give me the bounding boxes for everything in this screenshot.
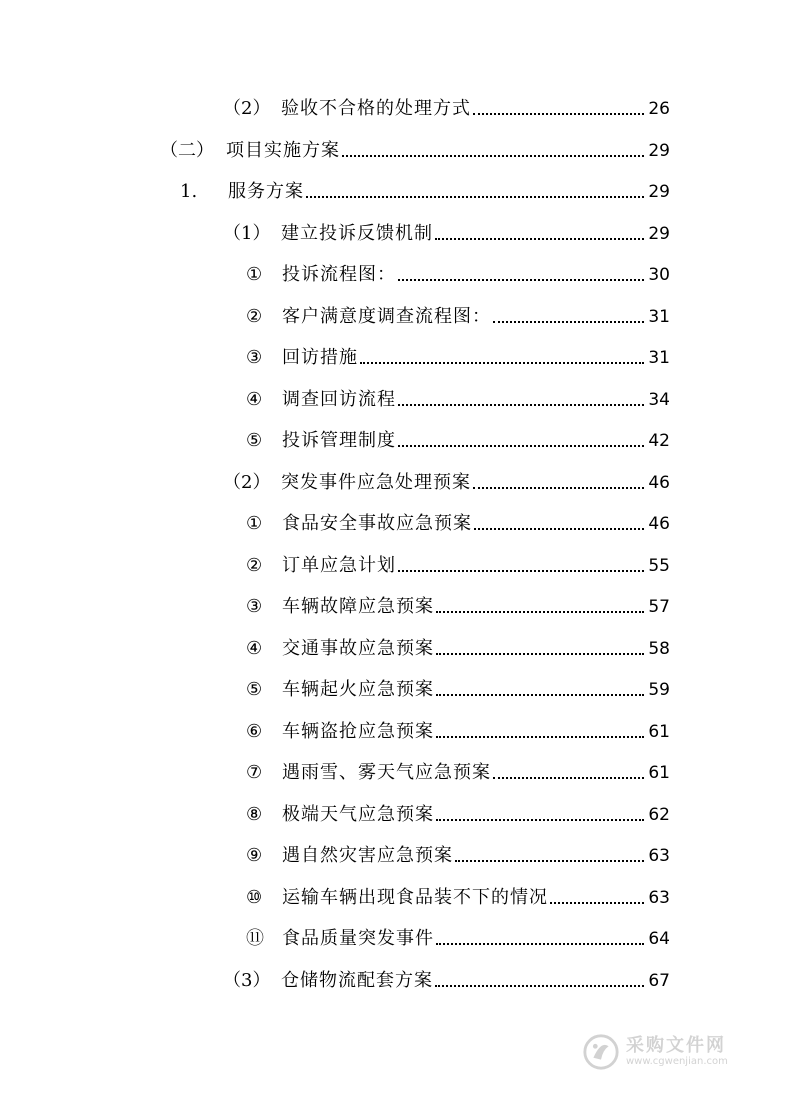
toc-entry-number: （2） <box>223 472 271 493</box>
toc-entry-page: 31 <box>648 307 670 327</box>
toc-dot-leader <box>493 321 644 323</box>
toc-entry-title: 服务方案 <box>228 181 304 202</box>
toc-dot-leader <box>435 238 644 240</box>
toc-entry[interactable] <box>246 796 670 826</box>
toc-entry-number: （1） <box>223 223 271 244</box>
toc-dot-leader <box>306 196 644 198</box>
toc-dot-leader <box>436 943 644 945</box>
toc-entry-title: 运输车辆出现食品装不下的情况 <box>282 887 548 908</box>
toc-dot-leader <box>360 362 644 364</box>
toc-entry[interactable] <box>246 879 670 909</box>
toc-entry-number: ① <box>246 264 263 285</box>
toc-dot-leader <box>550 902 644 904</box>
toc-entry-number: ⑧ <box>246 804 263 825</box>
toc-entry-number: （2） <box>223 98 271 119</box>
toc-entry[interactable] <box>223 215 670 245</box>
toc-entry-page: 61 <box>648 763 670 783</box>
toc-entry-number: （3） <box>223 970 271 991</box>
toc-entry-page: 64 <box>648 929 670 949</box>
watermark <box>582 1030 742 1074</box>
toc-entry-title: 回访措施 <box>282 347 358 368</box>
toc-dot-leader <box>474 528 644 530</box>
toc-entry-page: 29 <box>648 224 670 244</box>
toc-entry-number: ② <box>246 306 263 327</box>
toc-entry-number: ⑦ <box>246 762 263 783</box>
toc-entry-title: 遇自然灾害应急预案 <box>282 845 453 866</box>
toc-entry[interactable] <box>246 754 670 784</box>
watermark-name: 采购文件网 <box>626 1035 726 1056</box>
toc-entry-number: ④ <box>246 389 263 410</box>
toc-entry-title: 调查回访流程 <box>282 389 396 410</box>
toc-entry[interactable] <box>223 90 670 120</box>
toc-dot-leader <box>436 653 644 655</box>
toc-entry-page: 34 <box>648 390 670 410</box>
toc-dot-leader <box>455 860 644 862</box>
toc-entry-number: ⑥ <box>246 721 263 742</box>
watermark-url: www.cgwenjian.com <box>626 1056 728 1067</box>
toc-dot-leader <box>398 279 644 281</box>
toc-entry-page: 42 <box>648 431 670 451</box>
toc-entry-page: 57 <box>648 597 670 617</box>
toc-entry-number: ⑩ <box>246 887 263 908</box>
toc-entry[interactable] <box>246 630 670 660</box>
toc-entry-page: 29 <box>648 141 670 161</box>
toc-entry[interactable] <box>246 298 670 328</box>
toc-dot-leader <box>436 736 644 738</box>
toc-entry-number: ⑨ <box>246 845 263 866</box>
toc-entry[interactable] <box>246 588 670 618</box>
toc-entry-page: 31 <box>648 348 670 368</box>
toc-entry-page: 63 <box>648 888 670 908</box>
toc-entry-number: ⑤ <box>246 679 263 700</box>
toc-entry[interactable] <box>223 464 670 494</box>
toc-entry[interactable] <box>246 505 670 535</box>
toc-entry-page: 59 <box>648 680 670 700</box>
toc-entry-page: 62 <box>648 805 670 825</box>
toc-entry-number: ④ <box>246 638 263 659</box>
toc-dot-leader <box>436 611 644 613</box>
toc-dot-leader <box>473 487 644 489</box>
toc-entry[interactable] <box>160 132 670 162</box>
toc-entry-number: （二） <box>160 140 214 161</box>
toc-entry-page: 67 <box>648 971 670 991</box>
toc-entry[interactable] <box>223 962 670 992</box>
toc-entry[interactable] <box>246 837 670 867</box>
toc-entry[interactable] <box>246 547 670 577</box>
toc-entry-title: 食品质量突发事件 <box>282 928 434 949</box>
toc-dot-leader <box>436 694 644 696</box>
toc-entry-number: ⑪ <box>246 928 264 949</box>
toc-entry[interactable] <box>246 671 670 701</box>
toc-entry-page: 58 <box>648 639 670 659</box>
toc-entry[interactable] <box>180 173 670 203</box>
toc-entry-title: 投诉流程图： <box>282 264 396 285</box>
toc-entry-number: ① <box>246 513 263 534</box>
toc-entry-title: 验收不合格的处理方式 <box>281 98 471 119</box>
toc-entry-title: 极端天气应急预案 <box>282 804 434 825</box>
toc-entry[interactable] <box>246 713 670 743</box>
toc-entry-page: 46 <box>648 473 670 493</box>
toc-entry-page: 46 <box>648 514 670 534</box>
cgwenjian-logo-icon <box>582 1033 620 1071</box>
toc-entry-title: 建立投诉反馈机制 <box>281 223 433 244</box>
toc-entry-title: 投诉管理制度 <box>282 430 396 451</box>
toc-entry-page: 55 <box>648 556 670 576</box>
toc-entry-title: 车辆起火应急预案 <box>282 679 434 700</box>
toc-dot-leader <box>493 777 644 779</box>
toc-entry-page: 63 <box>648 846 670 866</box>
toc-entry-title: 交通事故应急预案 <box>282 638 434 659</box>
toc-entry-title: 客户满意度调查流程图： <box>282 306 491 327</box>
toc-dot-leader <box>398 445 644 447</box>
toc-entry-title: 车辆盗抢应急预案 <box>282 721 434 742</box>
toc-entry[interactable] <box>246 381 670 411</box>
toc-entry-page: 29 <box>648 182 670 202</box>
toc-dot-leader <box>435 985 644 987</box>
toc-entry-title: 遇雨雪、雾天气应急预案 <box>282 762 491 783</box>
toc-entry-title: 突发事件应急处理预案 <box>281 472 471 493</box>
toc-entry[interactable] <box>246 920 670 950</box>
toc-entry-page: 30 <box>648 265 670 285</box>
toc-entry-number: ③ <box>246 347 263 368</box>
toc-entry-number: ⑤ <box>246 430 263 451</box>
toc-entry[interactable] <box>246 256 670 286</box>
toc-dot-leader <box>342 155 644 157</box>
toc-entry-title: 食品安全事故应急预案 <box>282 513 472 534</box>
toc-entry-number: 1. <box>180 181 198 202</box>
toc-entry-title: 订单应急计划 <box>282 555 396 576</box>
toc-dot-leader <box>436 819 644 821</box>
toc-dot-leader <box>473 113 644 115</box>
toc-entry-title: 仓储物流配套方案 <box>281 970 433 991</box>
toc-entry-number: ② <box>246 555 263 576</box>
toc-entry-number: ③ <box>246 596 263 617</box>
toc-dot-leader <box>398 570 644 572</box>
toc-entry-page: 61 <box>648 722 670 742</box>
toc-entry-title: 车辆故障应急预案 <box>282 596 434 617</box>
toc-entry[interactable] <box>246 339 670 369</box>
toc-dot-leader <box>398 404 644 406</box>
toc-entry[interactable] <box>246 422 670 452</box>
toc-entry-title: 项目实施方案 <box>226 140 340 161</box>
toc-entry-page: 26 <box>648 99 670 119</box>
